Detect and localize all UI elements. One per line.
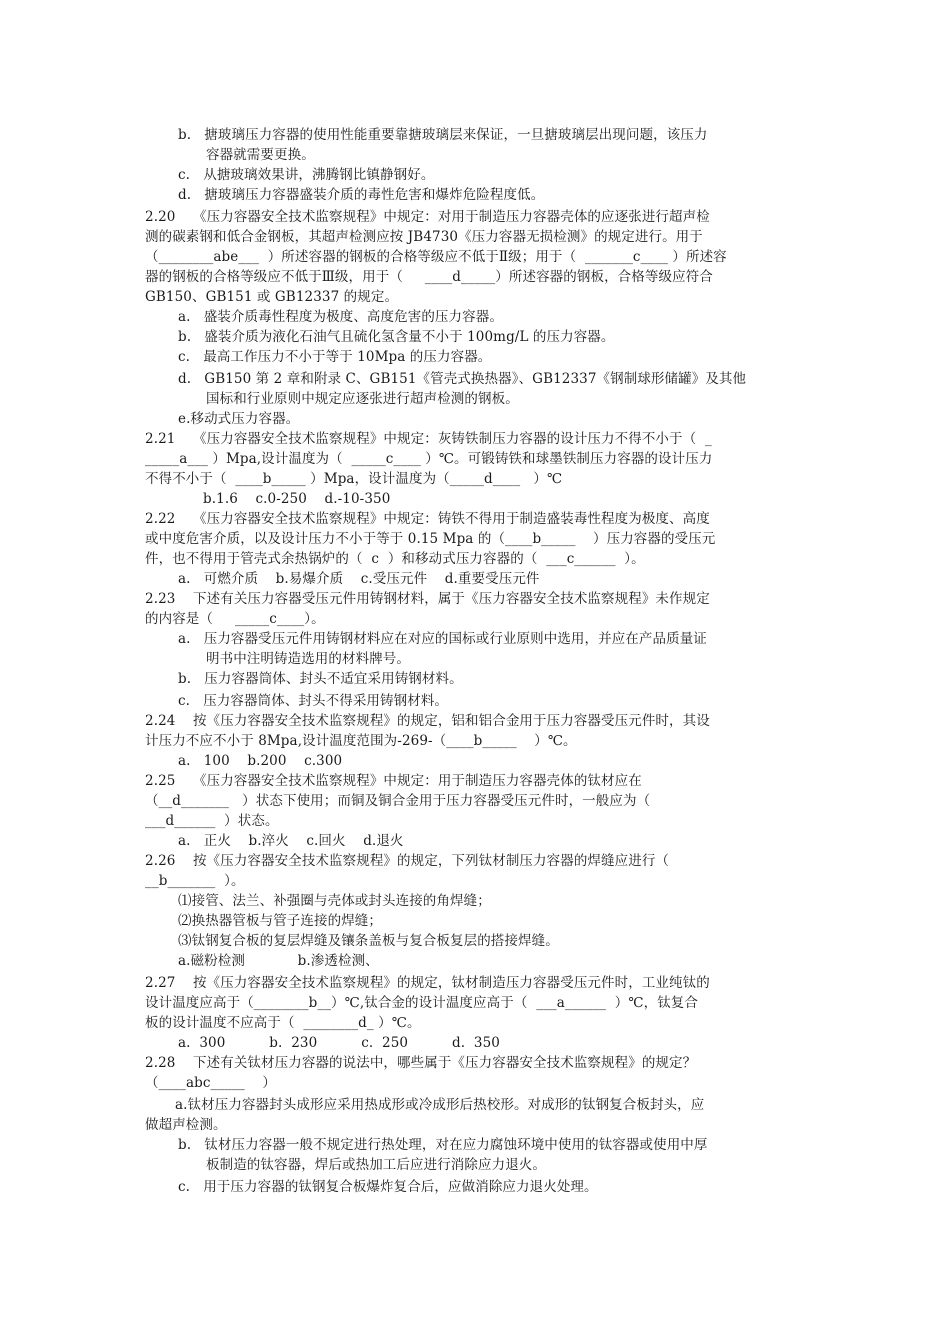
text-line: 或中度危害介质，以及设计压力不小于等于 0.15 Mpa 的（____b_____ ）压力容器的受压元 [145, 531, 716, 547]
text-line: 2.28 下述有关钛材压力容器的说法中，哪些属于《压力容器安全技术监察规程》的规定？ [145, 1055, 697, 1071]
text-line: __b_______ ）。 [145, 873, 245, 889]
text-line: 不得不小于（ ____b_____ ）Mpa，设计温度为（_____d____ ）℃ [145, 471, 563, 487]
text-line: 2.23 下述有关压力容器受压元件用铸钢材料，属于《压力容器安全技术监察规程》未作规定 [145, 591, 710, 607]
text-line: b. 钛材压力容器一般不规定进行热处理，对在应力腐蚀环境中使用的钛容器或使用中厚 [178, 1137, 708, 1153]
text-line: e.移动式压力容器。 [178, 411, 300, 427]
text-line: a. 100 b.200 c.300 [178, 753, 343, 769]
text-line: b. 压力容器筒体、封头不适宜采用铸钢材料。 [178, 671, 463, 687]
text-line: d. GB150 第 2 章和附录 C、GB151《管壳式换热器》、GB12337《钢制球形储罐》及其他 [178, 371, 747, 387]
text-line: 器的钢板的合格等级应不低于Ⅲ级，用于（ ____d_____）所述容器的钢板，合格等级应符合 [145, 269, 713, 285]
text-line: c. 最高工作压力不小于等于 10Mpa 的压力容器。 [178, 349, 492, 365]
text-line: 设计温度应高于（________b__）℃,钛合金的设计温度应高于（ ___a______ ）℃，钛复合 [145, 995, 698, 1011]
text-line: d. 搪玻璃压力容器盛装介质的毒性危害和爆炸危险程度低。 [178, 187, 545, 203]
text-line: b. 盛装介质为液化石油气且硫化氢含量不小于 100mg/L 的压力容器。 [178, 329, 615, 345]
text-line: 计压力不应不小于 8Mpa,设计温度范围为-269-（____b_____ ）℃。 [145, 733, 577, 749]
text-line: ⑵换热器管板与管子连接的焊缝； [178, 913, 382, 929]
text-line: 国标和行业原则中规定应逐张进行超声检测的钢板。 [206, 391, 519, 407]
text-line: 做超声检测。 [145, 1117, 227, 1133]
text-line: c. 压力容器筒体、封头不得采用铸钢材料。 [178, 693, 449, 709]
text-line: 2.27 按《压力容器安全技术监察规程》的规定，钛材制造压力容器受压元件时，工业纯钛的 [145, 975, 710, 991]
text-line: 2.21 《压力容器安全技术监察规程》中规定：灰铸铁制压力容器的设计压力不得不小于（ _ [145, 431, 712, 447]
text-line: a. 300 b. 230 c. 250 d. 350 [178, 1035, 500, 1051]
text-line: 2.22 《压力容器安全技术监察规程》中规定：铸铁不得用于制造盛装毒性程度为极度、高度 [145, 511, 710, 527]
text-line: （__d_______ ）状态下使用；而铜及铜合金用于压力容器受压元件时，一般应为（ [145, 793, 651, 809]
text-line: 2.20 《压力容器安全技术监察规程》中规定：对用于制造压力容器壳体的应逐张进行超声检 [145, 209, 710, 225]
text-line: ⑶钛钢复合板的复层焊缝及镶条盖板与复合板复层的搭接焊缝。 [178, 933, 559, 949]
text-line: 2.25 《压力容器安全技术监察规程》中规定：用于制造压力容器壳体的钛材应在 [145, 773, 642, 789]
text-line: b. 搪玻璃压力容器的使用性能重要靠搪玻璃层来保证，一旦搪玻璃层出现问题，该压力 [178, 127, 708, 143]
text-line: a.磁粉检测 b.渗透检测、 [178, 953, 379, 969]
text-line: 容器就需要更换。 [206, 147, 315, 163]
text-line: a. 可燃介质 b.易爆介质 c.受压元件 d.重要受压元件 [178, 571, 540, 587]
text-line: c. 用于压力容器的钛钢复合板爆炸复合后，应做消除应力退火处理。 [178, 1179, 598, 1195]
text-line: 测的碳素钢和低合金钢板，其超声检测应按 JB4730《压力容器无损检测》的规定进行。用于 [145, 229, 703, 245]
text-line: _____a___ ）Mpa,设计温度为（ _____c____ ）℃。可锻铸铁和球墨铁制压力容器的设计压力 [145, 451, 713, 467]
text-line: c. 从搪玻璃效果讲，沸腾钢比镇静钢好。 [178, 167, 435, 183]
text-line: GB150、GB151 或 GB12337 的规定。 [145, 289, 399, 305]
text-line: 的内容是（ _____c____）。 [145, 611, 325, 627]
text-line: a. 正火 b.淬火 c.回火 d.退火 [178, 833, 404, 849]
text-line: （____abc_____ ） [145, 1075, 276, 1091]
text-line: b.1.6 c.0-250 d.-10-350 [203, 491, 391, 507]
text-line: 板制造的钛容器，焊后或热加工后应进行消除应力退火。 [206, 1157, 546, 1173]
text-line: 2.26 按《压力容器安全技术监察规程》的规定，下列钛材制压力容器的焊缝应进行（ [145, 853, 670, 869]
text-line: 明书中注明铸造选用的材料牌号。 [206, 651, 410, 667]
text-line: （________abe___ ）所述容器的钢板的合格等级应不低于Ⅱ级；用于（ _______c____ ）所述容 [145, 249, 727, 265]
text-line: a. 盛装介质毒性程度为极度、高度危害的压力容器。 [178, 309, 503, 325]
text-line: 板的设计温度不应高于（ ________d_ ）℃。 [145, 1015, 421, 1031]
text-line: a.钛材压力容器封头成形应采用热成形或冷成形后热校形。对成形的钛钢复合板封头，应 [175, 1097, 705, 1113]
text-line: a. 压力容器受压元件用铸钢材料应在对应的国标或行业原则中选用，并应在产品质量证 [178, 631, 707, 647]
text-line: 2.24 按《压力容器安全技术监察规程》的规定，铝和铝合金用于压力容器受压元件时，其设 [145, 713, 710, 729]
text-line: ⑴接管、法兰、补强圈与壳体或封头连接的角焊缝； [178, 893, 491, 909]
text-line: 件，也不得用于管壳式余热锅炉的（ c ）和移动式压力容器的（ ___c______ ）。 [145, 551, 645, 567]
text-line: ___d______ ）状态。 [145, 813, 279, 829]
